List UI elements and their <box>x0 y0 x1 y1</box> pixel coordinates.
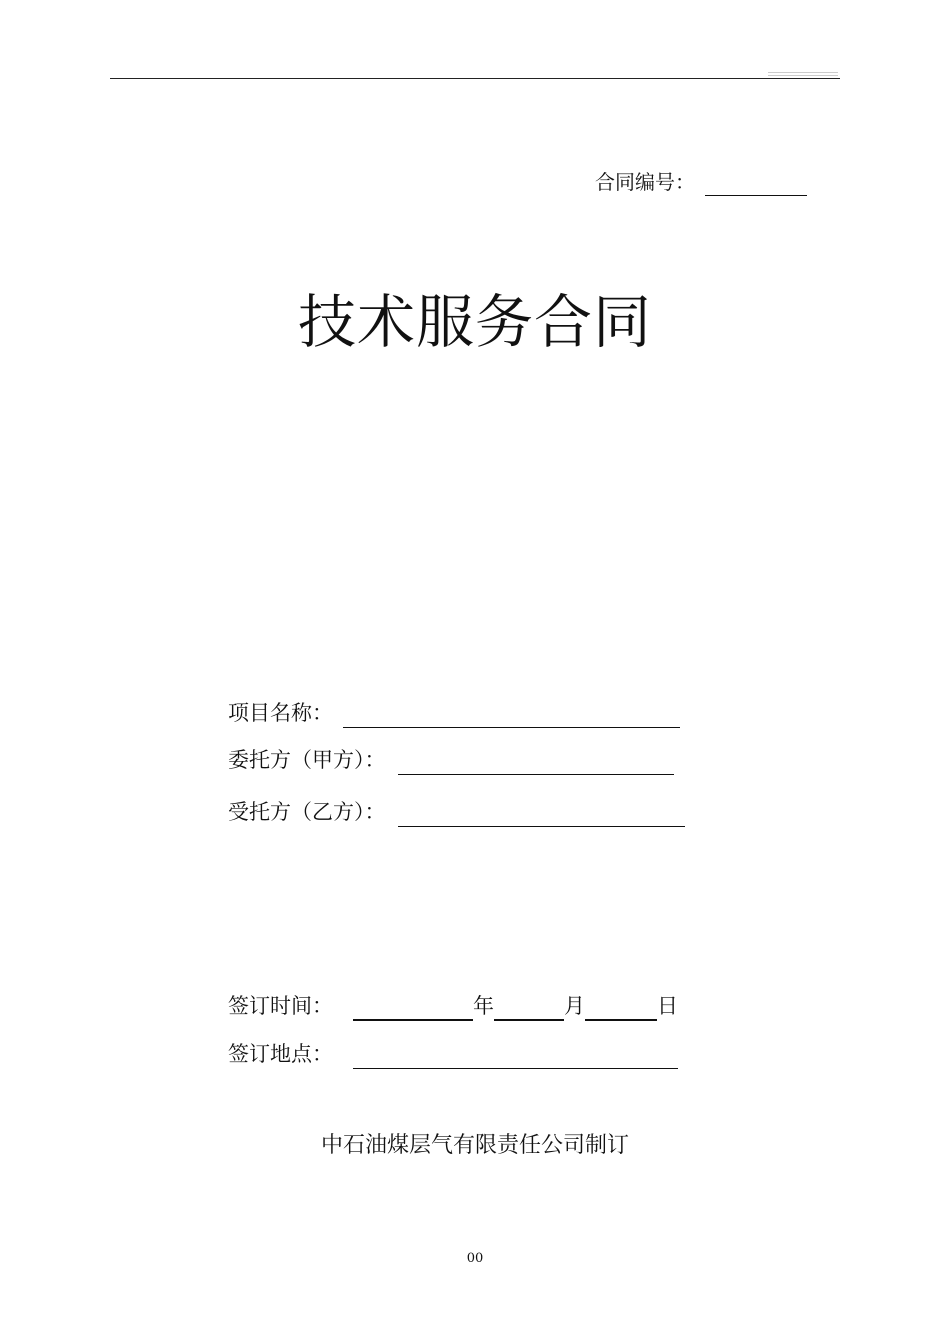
signing-place-blank[interactable] <box>353 1036 678 1069</box>
signing-time-field <box>228 988 678 1021</box>
contractor-blank[interactable] <box>398 794 685 827</box>
client-label: 委托方（甲方）： <box>228 748 386 772</box>
signing-time-label: 签订时间： <box>228 994 333 1018</box>
project-name-blank[interactable] <box>343 699 680 728</box>
contractor-label: 受托方（乙方）： <box>228 800 386 824</box>
issuer-line: 中石油煤层气有限责任公司制订 <box>320 1133 629 1158</box>
document-title: 技术服务合同 <box>297 288 652 356</box>
client-field <box>228 745 674 775</box>
day-label: 日 <box>657 994 678 1018</box>
project-name-label: 项目名称： <box>228 701 333 725</box>
contract-number-blank[interactable] <box>705 169 807 196</box>
page-number: 00 <box>466 1251 484 1266</box>
year-blank[interactable] <box>353 988 473 1021</box>
signing-place-label: 签订地点： <box>228 1042 333 1066</box>
day-blank[interactable] <box>585 988 657 1021</box>
client-blank[interactable] <box>398 746 674 775</box>
header-mark <box>768 72 838 76</box>
contractor-field <box>228 794 685 827</box>
month-blank[interactable] <box>494 988 564 1021</box>
signing-place-field <box>228 1036 678 1069</box>
month-label: 月 <box>564 994 585 1018</box>
project-name-field <box>228 698 680 728</box>
header-rule <box>110 78 840 79</box>
year-label: 年 <box>473 994 494 1018</box>
contract-number <box>595 168 807 196</box>
contract-number-label: 合同编号： <box>595 170 695 194</box>
